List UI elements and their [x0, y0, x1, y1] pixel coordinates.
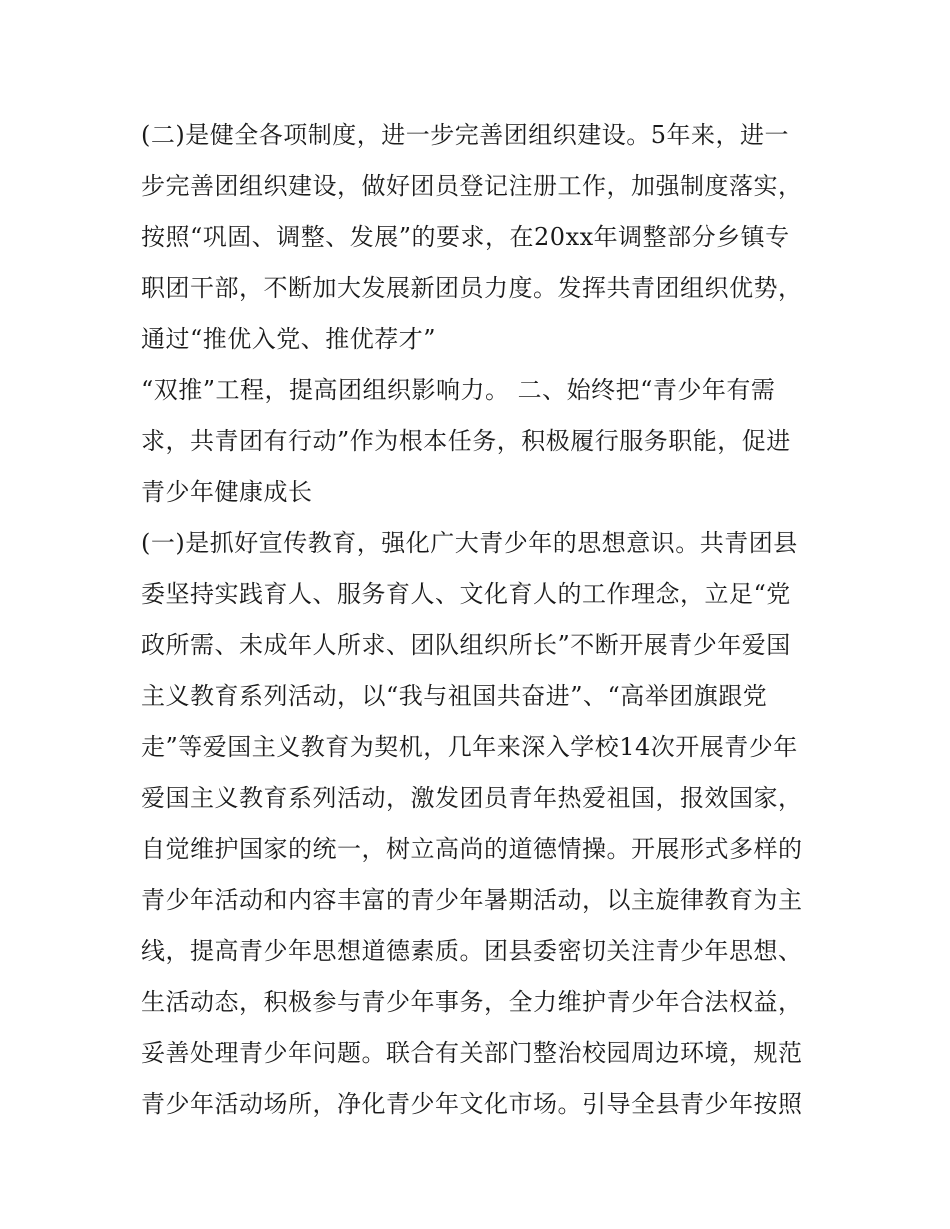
text-line-20: 青少年活动场所，净化青少年文化市场。引导全县青少年按照 [141, 1090, 803, 1118]
text-line-2: 步完善团组织建设，做好团员登记注册工作，加强制度落实， [141, 172, 803, 200]
text-line-4: 职团干部，不断加大发展新团员力度。发挥共青团组织优势， [141, 274, 803, 302]
text-line-3: 按照“巩固、调整、发展”的要求，在20xx年调整部分乡镇专 [141, 223, 790, 251]
text-line-9: (一)是抓好宣传教育，强化广大青少年的思想意识。共青团县 [141, 529, 798, 557]
text-line-6: “双推”工程，提高团组织影响力。 二、始终把“青少年有需 [141, 376, 776, 404]
text-line-17: 线，提高青少年思想道德素质。团县委密切关注青少年思想、 [141, 937, 803, 965]
text-line-18: 生活动态，积极参与青少年事务，全力维护青少年合法权益， [141, 988, 803, 1016]
text-line-13: 走”等爱国主义教育为契机，几年来深入学校14次开展青少年 [141, 733, 798, 761]
body-text [141, 110, 831, 1130]
text-line-11: 政所需、未成年人所求、团队组织所长”不断开展青少年爱国 [141, 631, 791, 659]
text-line-7: 求，共青团有行动”作为根本任务，积极履行服务职能，促进 [141, 427, 791, 455]
text-line-8: 青少年健康成长 [141, 478, 313, 506]
text-line-16: 青少年活动和内容丰富的青少年暑期活动，以主旋律教育为主 [141, 886, 803, 914]
text-line-15: 自觉维护国家的统一，树立高尚的道德情操。开展形式多样的 [141, 835, 803, 863]
text-line-14: 爱国主义教育系列活动，激发团员青年热爱祖国，报效国家， [141, 784, 803, 812]
text-line-19: 妥善处理青少年问题。联合有关部门整治校园周边环境，规范 [141, 1039, 803, 1067]
text-line-5: 通过“推优入党、推优荐才” [141, 325, 437, 353]
text-line-10: 委坚持实践育人、服务育人、文化育人的工作理念，立足“党 [141, 580, 791, 608]
text-line-12: 主义教育系列活动，以“我与祖国共奋进”、“高举团旗跟党 [141, 682, 768, 710]
text-line-1: (二)是健全各项制度，进一步完善团组织建设。5年来，进一 [141, 121, 789, 149]
